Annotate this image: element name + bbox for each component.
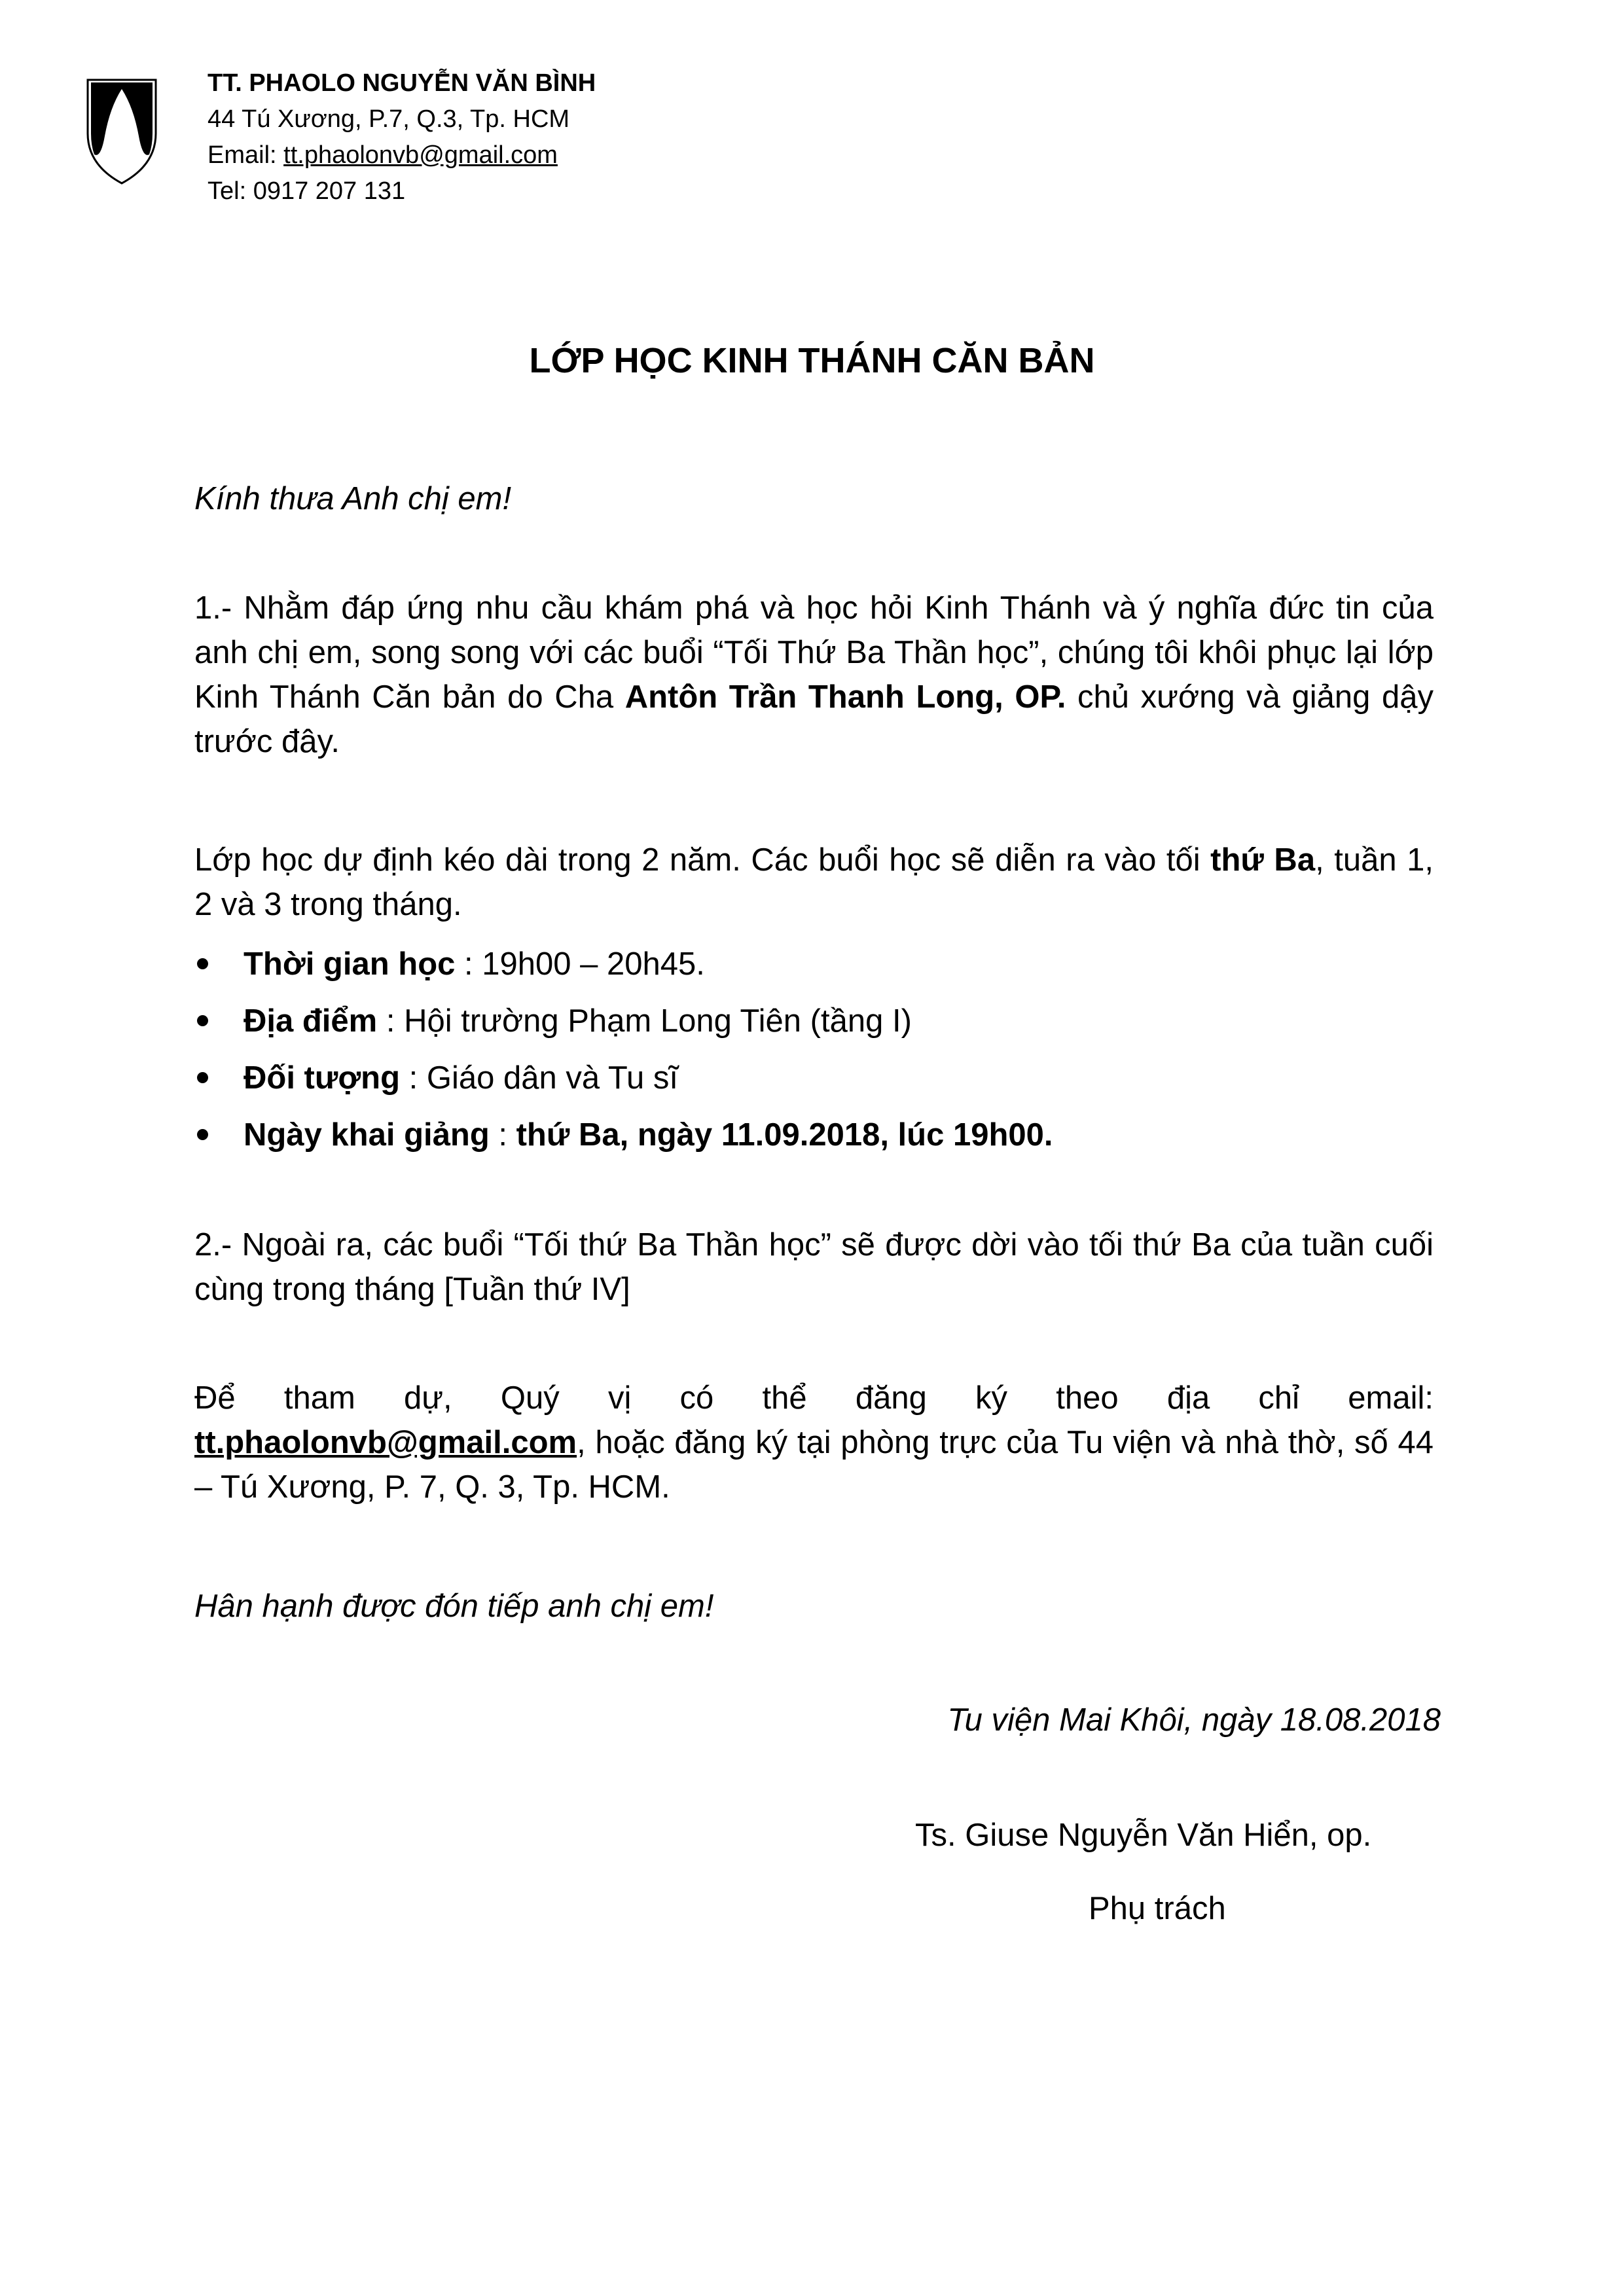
- paragraph-3: 2.- Ngoài ra, các buổi “Tối thứ Ba Thần học” sẽ được dời vào tối thứ Ba của tuần cuối cùng trong tháng [Tuần thứ IV]: [194, 1227, 1434, 1307]
- email-label: Email:: [208, 141, 284, 169]
- bullet-icon: [197, 1015, 208, 1026]
- org-address: 44 Tú Xương, P.7, Q.3, Tp. HCM: [208, 105, 570, 133]
- class-day: thứ Ba: [1210, 842, 1316, 878]
- paragraph-2-text: Lớp học dự định kéo dài trong 2 năm. Các buổi học sẽ diễn ra vào tối: [194, 842, 1211, 878]
- paragraph-4-rest: [194, 1420, 1434, 1509]
- bullet-icon: [197, 1072, 208, 1083]
- closing-line: Hân hạnh được đón tiếp anh chị em!: [194, 1588, 714, 1624]
- paragraph-1-text-end: chủ xướng và giảng dậy trước đây.: [194, 679, 1434, 759]
- registration-email-link[interactable]: tt.phaolonvb@gmail.com: [194, 1425, 577, 1460]
- paragraph-4-text: , hoặc đăng ký tại phòng trực của Tu viện và nhà thờ, số 44 – Tú Xương, P. 7, Q. 3, Tp. HCM.: [194, 1425, 1434, 1505]
- signer-role: Phụ trách: [1089, 1891, 1226, 1926]
- bullet-label: Địa điểm: [244, 1003, 378, 1039]
- place-date: Tu viện Mai Khôi, ngày 18.08.2018: [947, 1702, 1441, 1738]
- org-email-line: [208, 137, 596, 173]
- bullet-icon: [197, 958, 208, 969]
- shield-logo-icon: [85, 73, 158, 186]
- bullet-label: Đối tượng: [244, 1060, 401, 1096]
- signer-name: Ts. Giuse Nguyễn Văn Hiển, op.: [915, 1818, 1372, 1853]
- header-email-link[interactable]: tt.phaolonvb@gmail.com: [283, 141, 558, 169]
- paragraph-2-text-end: , tuần 1, 2 và 3 trong tháng.: [194, 842, 1434, 922]
- paragraph-4-line-1: Để tham dự, Quý vị có thể đăng ký theo địa chỉ email:: [194, 1380, 1434, 1416]
- bullet-value: thứ Ba, ngày 11.09.2018, lúc 19h00.: [516, 1117, 1053, 1153]
- priest-name: Antôn Trần Thanh Long, OP.: [624, 679, 1066, 715]
- list-item-opening-date: [194, 1107, 1053, 1164]
- bullet-separator: :: [489, 1117, 516, 1153]
- bullet-label: Ngày khai giảng: [244, 1117, 490, 1153]
- list-item-location: [194, 993, 1053, 1050]
- greeting: Kính thưa Anh chị em!: [194, 481, 512, 516]
- org-tel: Tel: 0917 207 131: [208, 177, 406, 205]
- list-item-audience: [194, 1050, 1053, 1107]
- paragraph-1-text: 1.- Nhằm đáp ứng nhu cầu khám phá và học hỏi Kinh Thánh và ý nghĩa đức tin của anh chị em, song song với các buổi “Tối Thứ Ba Thần học”, chúng tôi khôi phục lại lớp Kinh Thánh Căn bản do Cha: [194, 590, 1434, 715]
- bullet-label: Thời gian học: [244, 946, 456, 982]
- bullet-icon: [197, 1129, 208, 1140]
- letterhead: [208, 65, 596, 209]
- paragraph-4: [194, 1376, 1434, 1509]
- org-name: TT. PHAOLO NGUYỄN VĂN BÌNH: [208, 69, 596, 97]
- bullet-value: : Hội trường Phạm Long Tiên (tầng I): [377, 1003, 912, 1039]
- bullet-value: : 19h00 – 20h45.: [455, 946, 705, 982]
- list-item-time: [194, 936, 1053, 993]
- document-title: LỚP HỌC KINH THÁNH CĂN BẢN: [529, 341, 1095, 380]
- bullet-value: : Giáo dân và Tu sĩ: [400, 1060, 678, 1096]
- paragraph-1: [194, 586, 1434, 764]
- paragraph-2: [194, 838, 1434, 927]
- class-details-list: [194, 936, 1053, 1164]
